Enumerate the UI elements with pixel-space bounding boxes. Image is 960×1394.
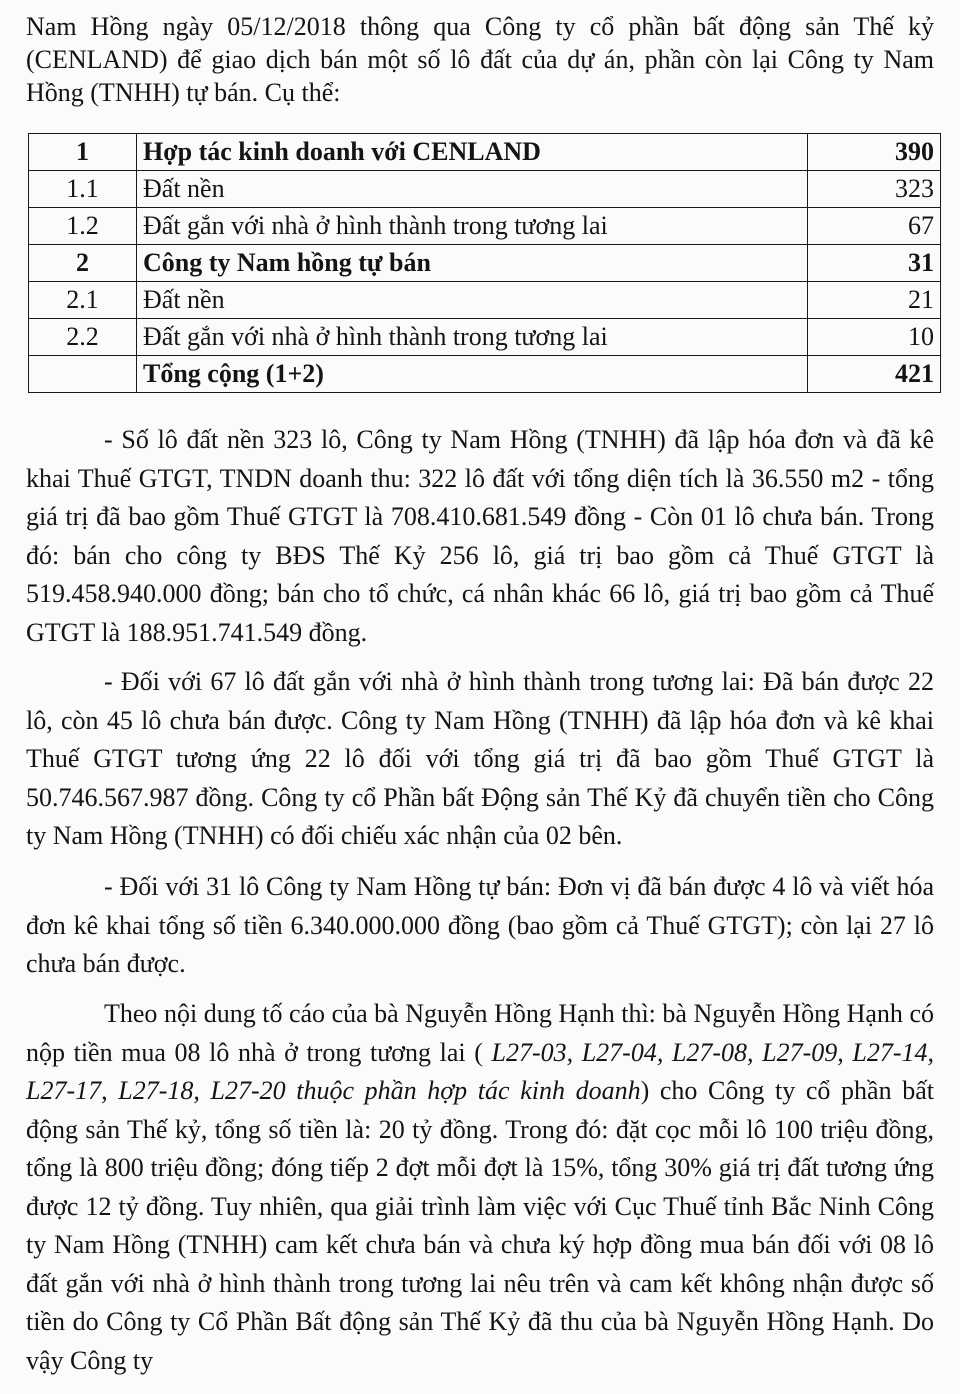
row-number: 1 — [29, 134, 137, 171]
table-row — [29, 171, 941, 208]
paragraph-land-lots: - Số lô đất nền 323 lô, Công ty Nam Hồng (TNHH) đã lập hóa đơn và đã kê khai Thuế GTGT, TNDN doanh thu: 322 lô đất với tổng diện tích là 36.550 m2 - tổng giá trị đã bao gồm Thuế GTGT là 708.410.681.549 đồng - Còn 01 lô chưa bán. Trong đó: bán cho công ty BĐS Thế Kỷ 256 lô, giá trị bao gồm cả Thuế GTGT là 519.458.940.000 đồng; bán cho tổ chức, cá nhân khác 66 lô, giá trị bao gồm cả Thuế GTGT là 188.951.741.549 đồng. — [26, 425, 934, 647]
row-number: 2.1 — [29, 282, 137, 319]
row-number: 1.1 — [29, 171, 137, 208]
table-row — [29, 134, 941, 171]
row-value: 10 — [808, 319, 941, 356]
table-row — [29, 282, 941, 319]
row-number — [29, 356, 137, 393]
table-row-total — [29, 356, 941, 393]
lot-summary-table — [28, 133, 941, 393]
complaint-text-end: ) cho Công ty cổ phần bất động sản Thế kỷ, tổng số tiền là: 20 tỷ đồng. Trong đó: đặt cọc mỗi lô 100 triệu đồng, tổng là 800 triệu đồng; đóng tiếp 2 đợt mỗi đợt là 15%, tổng 30% giá trị đất tương ứng được 12 tỷ đồng. Tuy nhiên, qua giải trình làm việc với Cục Thuế tỉnh Bắc Ninh Công ty Nam Hồng (TNHH) cam kết chưa bán và chưa ký hợp đồng mua bán đối với 08 lô đất gắn với nhà ở hình thành trong tương lai nêu trên và cam kết không nhận được số tiền do Công ty Cổ Phần Bất động sản Thế Kỷ đã thu của bà Nguyễn Hồng Hạnh. Do vậy Công ty — [26, 1076, 934, 1375]
row-description: Hợp tác kinh doanh với CENLAND — [137, 134, 808, 171]
complaint-text-start: Theo nội dung tố cáo của bà Nguyễn Hồng Hạnh thì: bà Nguyễn Hồng Hạnh có nộp tiền mua 08 lô nhà ở trong tương lai ( — [26, 999, 934, 1067]
lot-codes-italic: L27-03, L27-04, L27-08, L27-09, L27-14, L27-17, L27-18, L27-20 thuộc phần hợp tác kinh doanh — [26, 1037, 935, 1105]
row-description: Đất gắn với nhà ở hình thành trong tương lai — [137, 208, 808, 245]
table-row — [29, 245, 941, 282]
intro-paragraph: Nam Hồng ngày 05/12/2018 thông qua Công ty cổ phần bất động sản Thế kỷ (CENLAND) để giao dịch bán một số lô đất của dự án, phần còn lại Công ty Nam Hồng (TNHH) tự bán. Cụ thể: — [26, 12, 934, 107]
row-value: 67 — [808, 208, 941, 245]
row-value: 21 — [808, 282, 941, 319]
row-value: 390 — [808, 134, 941, 171]
row-description: Đất gắn với nhà ở hình thành trong tương lai — [137, 319, 808, 356]
paragraph-complaint — [26, 995, 934, 1380]
row-value: 31 — [808, 245, 941, 282]
row-description: Tổng cộng (1+2) — [137, 356, 808, 393]
table-row — [29, 319, 941, 356]
paragraph-self-sold: - Đối với 31 lô Công ty Nam Hồng tự bán: Đơn vị đã bán được 4 lô và viết hóa đơn kê khai tổng số tiền 6.340.000.000 đồng (bao gồm cả Thuế GTGT); còn lại 27 lô chưa bán được. — [26, 872, 934, 978]
row-value: 323 — [808, 171, 941, 208]
row-description: Đất nền — [137, 282, 808, 319]
row-number: 2 — [29, 245, 137, 282]
row-value: 421 — [808, 356, 941, 393]
row-description: Đất nền — [137, 171, 808, 208]
row-number: 1.2 — [29, 208, 137, 245]
table-row — [29, 208, 941, 245]
row-description: Công ty Nam hồng tự bán — [137, 245, 808, 282]
row-number: 2.2 — [29, 319, 137, 356]
paragraph-future-housing: - Đối với 67 lô đất gắn với nhà ở hình thành trong tương lai: Đã bán được 22 lô, còn 45 lô chưa bán được. Công ty Nam Hồng (TNHH) đã lập hóa đơn và kê khai Thuế GTGT tương ứng 22 lô đối với tổng giá trị đã bao gồm Thuế GTGT là 50.746.567.987 đồng. Công ty cổ Phần bất Động sản Thế Kỷ đã chuyển tiền cho Công ty Nam Hồng (TNHH) có đối chiếu xác nhận của 02 bên. — [26, 667, 934, 850]
